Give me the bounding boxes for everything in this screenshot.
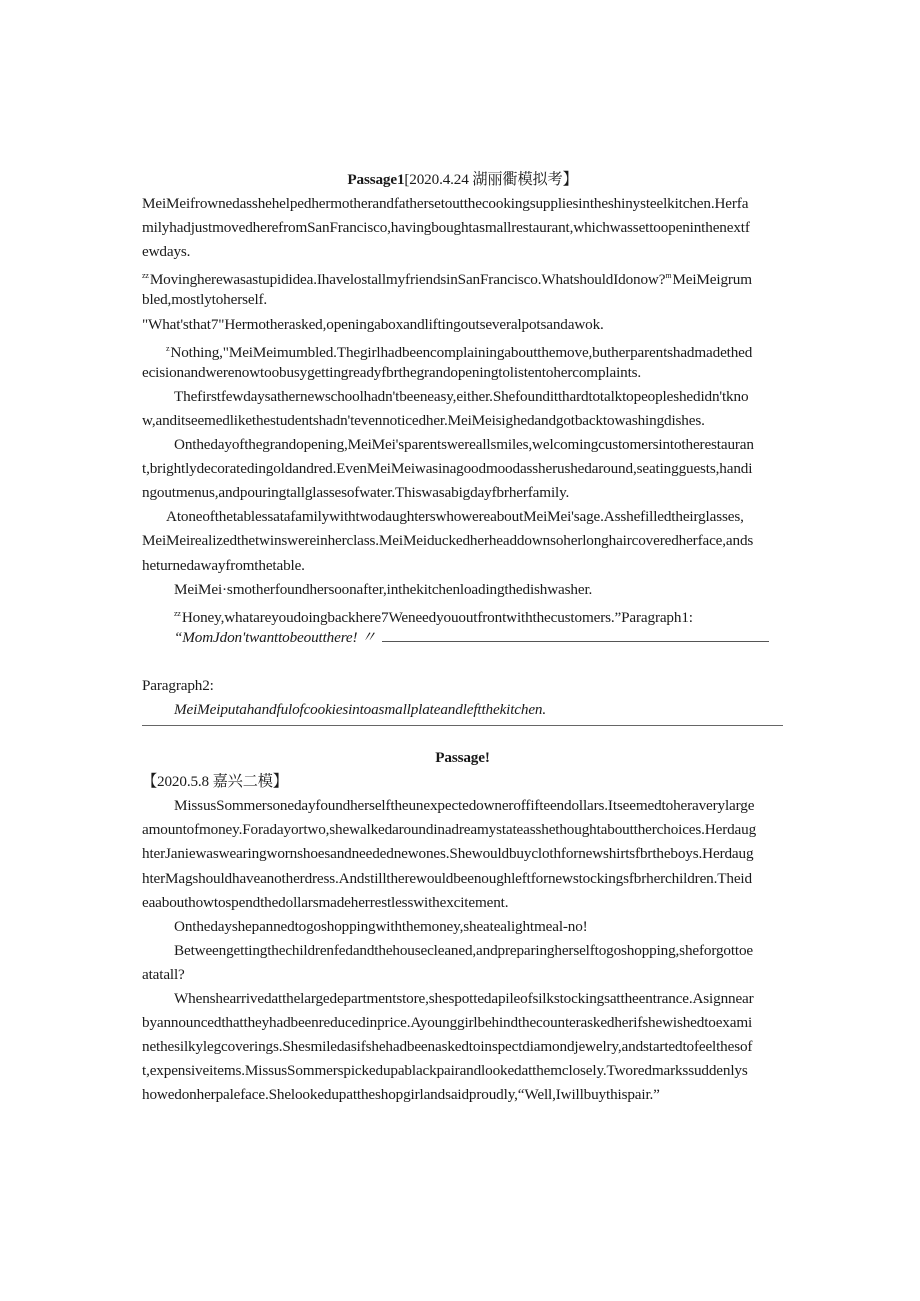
text-line: "What'sthat7"Hermotherasked,openingaboxandliftingoutseveralpotsandawok. bbox=[142, 315, 604, 333]
text-line: Onthedayshepannedtogoshoppingwiththemoney,sheatealightmeal-no! bbox=[174, 917, 588, 935]
passage2-source: 【2020.5.8 嘉兴二模】 bbox=[142, 773, 288, 791]
ocr-mark: z bbox=[166, 343, 170, 353]
paragraph2-start: MeiMeiputahandfulofcookiesintoasmallplateandleftthekitchen. bbox=[174, 700, 547, 718]
text-line: Onthedayofthegrandopening,MeiMei'sparentswereallsmiles,welcomingcustomersintotherestauran bbox=[174, 436, 754, 454]
text-line bbox=[142, 337, 783, 361]
text-line: bled,mostlytoherself. bbox=[142, 291, 268, 309]
text-line: ecisionandwerenowtoobusygettingreadyfbrthegrandopeningtolistentohercomplaints. bbox=[142, 363, 642, 381]
text-line: hterJaniewaswearingwornshoesandneedednewones.Shewouldbuyclothfornewshirtsfbrtheboys.Herdaug bbox=[142, 845, 754, 863]
text-line: MeiMei·smotherfoundhersoonafter,inthekitchenloadingthedishwasher. bbox=[174, 580, 593, 598]
text-segment: Honey,whatareyoudoingbackhere7Weneedyououtfrontwiththecustomers.”Paragraph1: bbox=[181, 608, 693, 626]
text-line: nethesilkylegcoverings.Shesmiledasifshehadbeenaskedtoinspectdiamondjewelry,andstartedtofeelthesof bbox=[142, 1038, 753, 1056]
spacer bbox=[142, 726, 783, 746]
text-line bbox=[142, 264, 783, 288]
text-line: Whenshearrivedatthelargedepartmentstore,shespottedapileofsilkstockingsattheentrance.Asignnear bbox=[174, 990, 754, 1007]
text-line: howedonherpaleface.Shelookedupattheshopgirlandsaidproudly,“Well,Iwillbuythispair.” bbox=[142, 1086, 660, 1104]
ocr-mark: zz bbox=[174, 608, 181, 618]
passage2-body bbox=[142, 794, 783, 1107]
text-line: amountofmoney.Foradayortwo,shewalkedaroundinadreamystateasshethoughtabouttherchoices.Herdaug bbox=[142, 821, 757, 839]
ocr-mark: zz bbox=[142, 271, 149, 281]
text-line: t,expensiveitems.MissusSommerspickedupablackpairandlookedatthemclosely.Tworedmarkssuddenlys bbox=[142, 1062, 748, 1080]
text-segment: MeiMeigrum bbox=[672, 271, 752, 289]
text-line: w,anditseemedlikethestudentshadn'tevennoticedher.MeiMeisighedandgotbacktowashingdishes. bbox=[142, 411, 705, 429]
text-line: AtoneofthetablessatafamilywithtwodaughterswhowereaboutMeiMei'sage.Asshefilledtheirglasses, bbox=[166, 508, 744, 526]
text-line: MissusSommersonedayfoundherselftheunexpectedowneroffifteendollars.Itseemedtoheraverylarge bbox=[174, 797, 755, 815]
paragraph1-line bbox=[142, 626, 783, 650]
text-line: MeiMeifrownedasshehelpedhermotherandfathersetoutthecookingsuppliesintheshinysteelkitchen.Herfa bbox=[142, 195, 749, 213]
text-line: atatall? bbox=[142, 965, 185, 983]
passage2-title: Passage! bbox=[435, 749, 490, 767]
answer-blank bbox=[382, 629, 769, 642]
text-line: Thefirstfewdaysathernewschoolhadn'tbeeneasy,either.Shefounditthardtotalktopeopleshedidn'tkno bbox=[174, 387, 749, 405]
text-line bbox=[142, 602, 783, 626]
text-segment: Nothing,"MeiMeimumbled.Thegirlhadbeencomplainingaboutthemove,butherparentshadmadethed bbox=[170, 343, 753, 361]
text-line: ngoutmenus,andpouringtallglassesofwater.Thiswasabigdayfbrherfamily. bbox=[142, 484, 570, 502]
text-line: Betweengettingthechildrenfedandthehousecleaned,andpreparingherselftogoshopping,sheforgottoe bbox=[174, 941, 754, 959]
paragraph2-label: Paragraph2: bbox=[142, 676, 214, 694]
text-line: byannouncedthattheyhadbeenreducedinprice.Ayounggirlbehindthecounteraskedherifshewishedtoexami bbox=[142, 1014, 753, 1032]
text-line: eaabouthowtospendthedollarsmadeherrestlesswithexcitement. bbox=[142, 893, 509, 911]
text-line: heturnedawayfromthetable. bbox=[142, 556, 305, 574]
text-line: milyhadjustmovedherefromSanFrancisco,havingboughtasmallrestaurant,whichwassettoopeninthenextf bbox=[142, 219, 750, 237]
document-page bbox=[142, 168, 783, 1107]
text-line: hterMagshouldhaveanotherdress.Andstilltherewouldbeenoughleftfornewstockingsfbrherchildren.Theid bbox=[142, 869, 752, 887]
text-line: t,brightlydecoratedingoldandred.EvenMeiMeiwasinagoodmoodassherushedaround,seatingguests,handi bbox=[142, 460, 753, 478]
paragraph1-start: “MomJdon'twanttobeoutthere! 〃 bbox=[174, 628, 377, 646]
text-segment: Movingherewasastupididea.IhavelostallmyfriendsinSanFrancisco.WhatshouldIdonow? bbox=[149, 271, 666, 289]
ocr-mark: m bbox=[665, 271, 672, 281]
passage1-title bbox=[142, 168, 783, 192]
passage1-source: [2020.4.24 湖丽衢模拟考】 bbox=[404, 171, 578, 188]
passage1-title-label: Passage1 bbox=[347, 171, 405, 188]
text-line: ewdays. bbox=[142, 243, 191, 261]
passage1-body bbox=[142, 192, 783, 722]
text-line: MeiMeirealizedthetwinswereinherclass.MeiMeiduckedherheaddownsoherlonghaircoveredherface,ands bbox=[142, 532, 754, 550]
spacer bbox=[142, 650, 783, 674]
